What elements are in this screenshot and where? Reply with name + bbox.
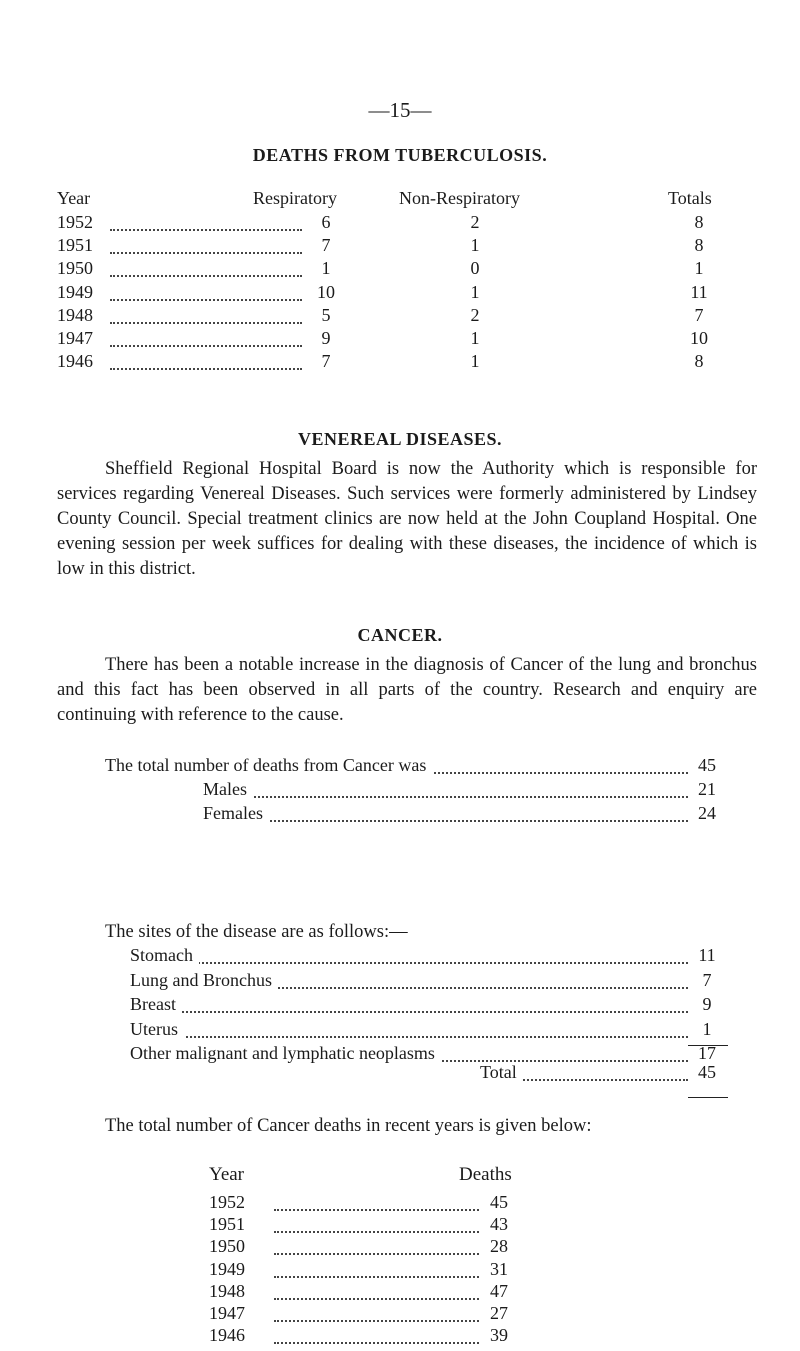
dotted-leader <box>110 345 302 347</box>
recent-header-year: Year <box>209 1164 245 1185</box>
cancer-paragraph <box>57 653 757 728</box>
cancer-females-line <box>0 803 800 829</box>
sites-total-line <box>0 1062 800 1088</box>
site-label: Lung and Bronchus <box>130 970 278 991</box>
tb-header-totals: Totals <box>668 188 712 208</box>
dotted-leader <box>274 1298 479 1300</box>
recent-deaths: 39 <box>490 1325 508 1346</box>
line-value: 24 <box>698 803 716 823</box>
dotted-leader <box>110 299 302 301</box>
dotted-leader <box>274 1253 479 1255</box>
tb-respiratory: 10 <box>317 281 335 302</box>
recent-deaths: 45 <box>490 1192 508 1212</box>
venereal-text: Sheffield Regional Hospital Board is now the Authority which is responsible for services regarding Venereal Diseases. Such services were formerly administered by Lindsey County Council. Special treatment clinics are now held at the John Coupland Hospital. One evening session per week suffices for dealing with these diseases, the incidence of which is low in this district. <box>57 459 757 579</box>
tb-respiratory: 6 <box>321 212 331 232</box>
tb-year: 1946 <box>57 351 93 372</box>
dotted-leader <box>110 368 302 370</box>
tb-header-respiratory: Respiratory <box>253 188 337 208</box>
site-label: Other malignant and lymphatic neoplasms <box>130 1043 441 1064</box>
cancer-total-line <box>0 755 800 781</box>
site-label: Uterus <box>130 1019 184 1040</box>
dotted-leader <box>274 1276 479 1278</box>
recent-year: 1947 <box>209 1303 245 1323</box>
tb-non-respiratory: 2 <box>470 304 480 325</box>
sites-intro: The sites of the disease are as follows:— <box>105 922 408 942</box>
tb-non-respiratory: 2 <box>470 212 480 232</box>
tuberculosis-title: DEATHS FROM TUBERCULOSIS. <box>252 145 548 165</box>
tb-year: 1948 <box>57 304 93 325</box>
dotted-leader <box>130 1011 688 1013</box>
recent-intro-text: The total number of Cancer deaths in recent years is given below: <box>105 1116 592 1136</box>
tb-year: 1951 <box>57 235 93 256</box>
recent-year: 1948 <box>209 1280 245 1301</box>
table-row <box>0 328 800 354</box>
dotted-leader <box>110 322 302 324</box>
tb-totals: 7 <box>694 304 704 325</box>
tb-totals: 8 <box>694 212 704 232</box>
dotted-leader <box>274 1342 479 1344</box>
table-row <box>0 235 800 261</box>
tb-respiratory: 7 <box>321 235 331 256</box>
table-row <box>0 258 800 284</box>
tb-non-respiratory: 0 <box>470 258 480 279</box>
tb-year: 1949 <box>57 281 93 302</box>
site-label: Stomach <box>130 945 199 966</box>
table-row <box>0 1325 800 1351</box>
recent-deaths: 47 <box>490 1280 508 1301</box>
tb-totals: 8 <box>694 235 704 256</box>
site-value: 11 <box>698 945 716 965</box>
dotted-leader <box>203 796 688 798</box>
cancer-title: CANCER. <box>357 625 443 645</box>
tb-year: 1947 <box>57 328 93 348</box>
tb-respiratory: 1 <box>321 258 331 279</box>
tb-header-year: Year <box>57 188 91 208</box>
dotted-leader <box>274 1231 479 1233</box>
cancer-males-line <box>0 779 800 805</box>
dotted-leader <box>110 229 302 231</box>
dotted-leader <box>130 1036 688 1038</box>
site-value: 9 <box>702 994 712 1014</box>
line-label: Males <box>203 779 253 800</box>
list-item <box>0 970 800 996</box>
sites-total-value: 45 <box>698 1062 716 1082</box>
tb-non-respiratory: 1 <box>470 351 480 372</box>
tb-non-respiratory: 1 <box>470 281 480 302</box>
dotted-leader <box>110 275 302 277</box>
dotted-leader <box>130 962 688 964</box>
list-item <box>0 1019 800 1045</box>
line-label: Females <box>203 803 269 824</box>
recent-year: 1950 <box>209 1236 245 1257</box>
table-row <box>0 351 800 377</box>
list-item <box>0 994 800 1020</box>
table-row <box>0 212 800 238</box>
recent-year: 1951 <box>209 1214 245 1235</box>
page-number: —15— <box>368 98 432 122</box>
site-value: 17 <box>698 1043 716 1063</box>
recent-deaths: 27 <box>490 1303 508 1323</box>
dotted-leader <box>203 820 688 822</box>
total-rule-top <box>688 1045 728 1046</box>
tb-totals: 11 <box>690 281 708 302</box>
tb-respiratory: 9 <box>321 328 331 348</box>
tb-year: 1952 <box>57 212 93 232</box>
recent-deaths: 31 <box>490 1258 508 1279</box>
recent-year: 1946 <box>209 1325 245 1346</box>
site-label: Breast <box>130 994 182 1015</box>
dotted-leader <box>274 1320 479 1322</box>
list-item <box>0 945 800 971</box>
line-value: 21 <box>698 779 716 799</box>
recent-deaths: 43 <box>490 1214 508 1235</box>
venereal-paragraph <box>57 457 757 582</box>
dotted-leader <box>274 1209 479 1211</box>
site-value: 1 <box>702 1018 712 1039</box>
table-row <box>0 282 800 308</box>
cancer-text: There has been a notable increase in the diagnosis of Cancer of the lung and bronchus and this fact has been observed in all parts of the country. Research and enquiry are continuing with reference to the cause. <box>57 655 757 725</box>
tb-respiratory: 7 <box>321 351 331 372</box>
tb-header-non-respiratory: Non-Respiratory <box>399 188 520 208</box>
tb-respiratory: 5 <box>321 304 331 325</box>
tb-year: 1950 <box>57 258 93 279</box>
sites-total-label: Total <box>480 1062 523 1083</box>
recent-year: 1952 <box>209 1192 245 1212</box>
dotted-leader <box>110 252 302 254</box>
tb-totals: 8 <box>694 351 704 372</box>
tb-non-respiratory: 1 <box>470 235 480 256</box>
site-value: 7 <box>702 969 712 990</box>
recent-deaths: 28 <box>490 1236 508 1257</box>
line-value: 45 <box>698 755 716 775</box>
tb-totals: 1 <box>694 258 704 279</box>
total-rule-bottom <box>688 1097 728 1098</box>
recent-header-deaths: Deaths <box>459 1164 512 1185</box>
line-label: The total number of deaths from Cancer was <box>105 755 432 776</box>
tb-totals: 10 <box>690 328 708 348</box>
recent-intro <box>57 1114 757 1139</box>
recent-year: 1949 <box>209 1258 245 1279</box>
venereal-title: VENEREAL DISEASES. <box>297 429 503 449</box>
table-row <box>0 305 800 331</box>
tb-non-respiratory: 1 <box>470 328 480 348</box>
